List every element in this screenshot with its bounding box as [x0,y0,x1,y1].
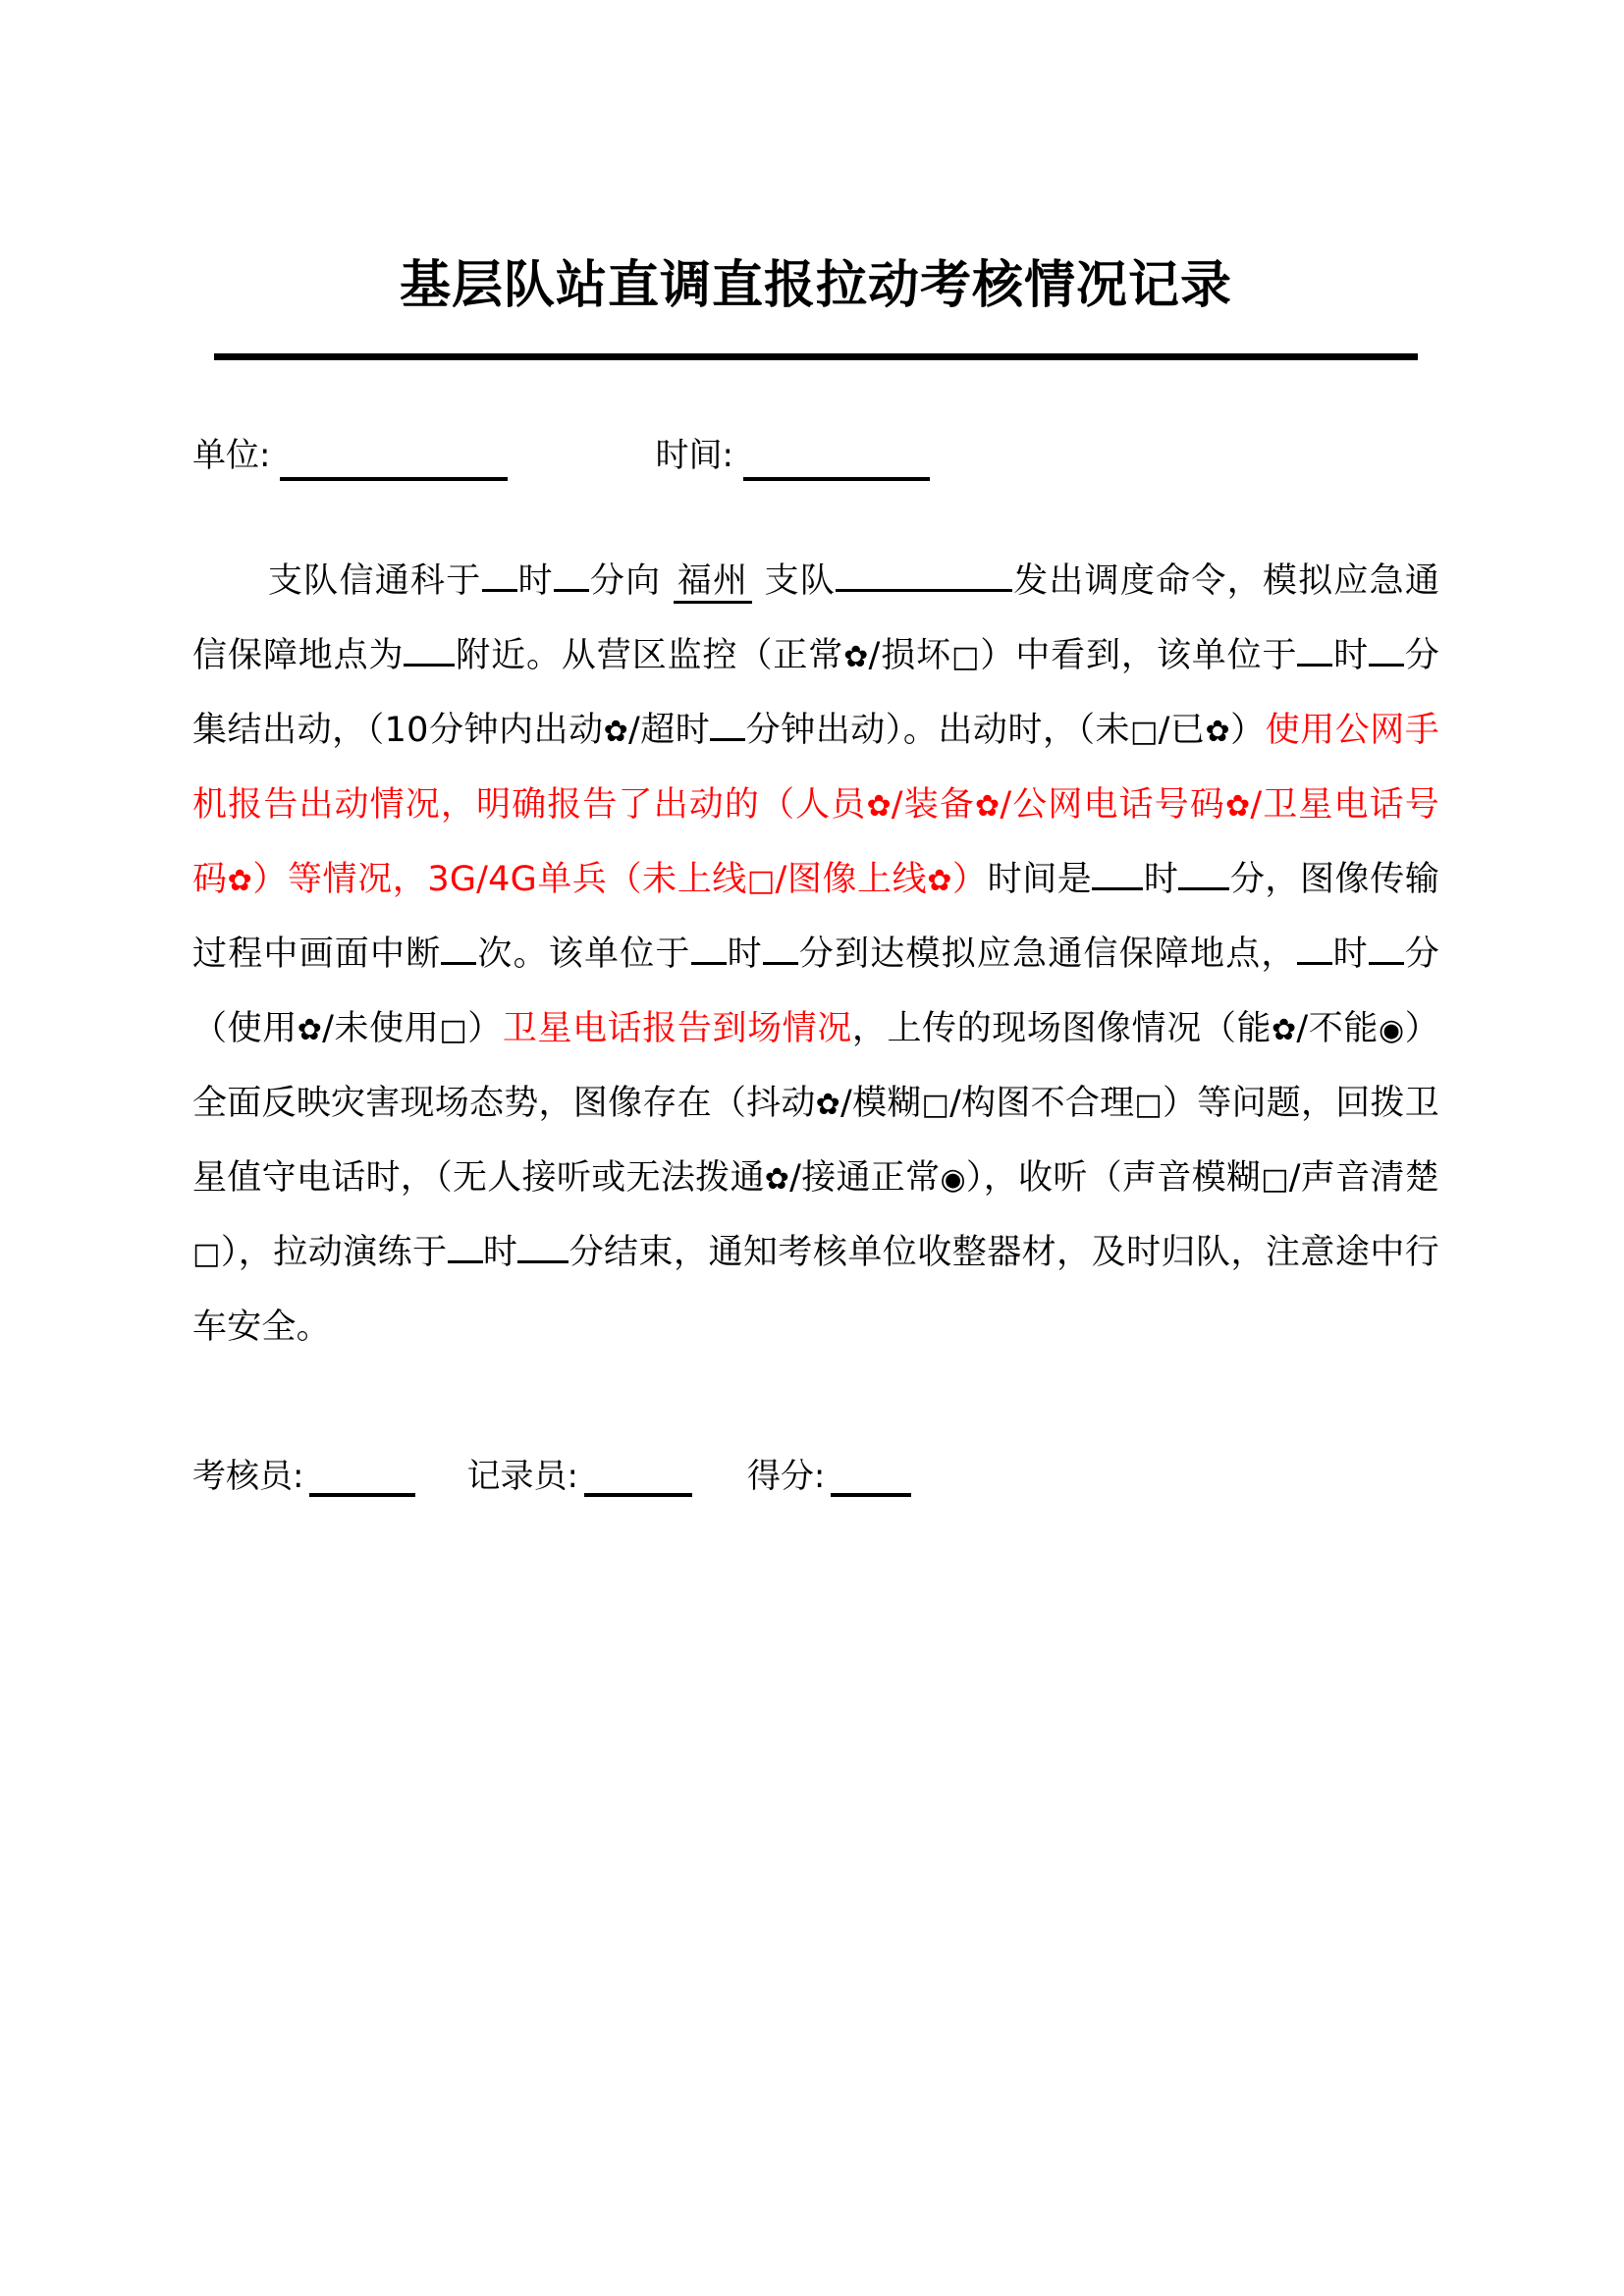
examiner-input[interactable] [309,1464,415,1497]
sun-mark-icon[interactable]: ✿ [764,1161,790,1197]
text-seg-31: /未使用 [322,1008,440,1048]
unit-label: 单位: [192,435,271,475]
checkbox-icon[interactable]: □ [921,1087,950,1122]
text-seg-36: ）全面反映灾害现场态势，图像存在（抖动 [192,1008,1439,1123]
text-seg-20-red: ）等情况，3G/4G单兵（未上线 [251,859,747,899]
text-seg-16-red: 使用公网手机报告出动情况，明确报告了出动的（人员 [192,710,1439,825]
sun-mark-icon[interactable]: ✿ [815,1087,840,1122]
text-seg-37: /模糊 [839,1083,922,1123]
text-seg-25: 分，图像传输过程中画面中断 [192,859,1440,974]
filled-dot-icon[interactable]: ◉ [1378,1012,1405,1047]
text-seg-06: 发出调度命令，模拟应急通信保障地点为 [192,561,1440,675]
blank-detachment-extra[interactable] [836,589,1012,592]
text-seg-03: 分向 [588,561,662,601]
unit-field [192,431,508,481]
text-seg-07: 附近。从营区监控（正常 [455,635,844,675]
time-label: 时间: [655,435,733,475]
checkbox-icon[interactable]: □ [192,1236,221,1271]
text-seg-38: /构图不合理 [949,1083,1135,1123]
blank-end-minute[interactable] [517,1260,568,1263]
checkbox-icon[interactable]: □ [1130,714,1159,749]
blank-online-minute[interactable] [1178,887,1229,890]
text-seg-43: ），拉动演练于 [220,1232,448,1272]
text-seg-13: 分钟出动）。出动时，（未 [745,710,1131,750]
text-seg-44: 时 [482,1232,518,1272]
text-seg-35: /不能 [1296,1008,1379,1048]
text-seg-27: 时 [726,934,763,974]
text-seg-33-red: 卫星电话报告到场情况 [502,1008,852,1048]
footer-row [192,1449,1439,1497]
sun-mark-icon[interactable]: ✿ [927,863,952,898]
text-seg-10: 时 [1332,635,1370,675]
text-seg-24: 时 [1143,859,1179,899]
text-seg-01: 支队信通科于 [267,561,482,601]
meta-row [192,431,1439,481]
checkbox-icon[interactable]: □ [1261,1161,1289,1197]
text-seg-08: /损坏 [868,635,952,675]
blank-arrive-hour[interactable] [691,962,727,965]
blank-assemble-minute[interactable] [1369,664,1404,667]
blank-report-minute[interactable] [1369,962,1404,965]
blank-support-location[interactable] [404,664,455,667]
text-seg-14: /已 [1158,710,1206,750]
blank-assemble-hour[interactable] [1297,664,1332,667]
sun-mark-icon[interactable]: ✿ [603,714,628,749]
text-seg-18-red: /公网电话号码 [1000,784,1225,825]
text-seg-41: ），收听（声音模糊 [965,1157,1262,1198]
text-seg-09: ）中看到，该单位于 [979,635,1298,675]
sun-mark-icon[interactable]: ✿ [1205,714,1230,749]
blank-interrupt-count[interactable] [441,962,476,965]
text-seg-26: 次。该单位于 [476,934,691,974]
text-seg-34: ，上传的现场图像情况（能 [851,1008,1272,1048]
text-seg-19-red: /卫星电话号码 [192,784,1439,899]
blank-report-hour[interactable] [1297,962,1332,965]
recorder-input[interactable] [584,1464,692,1497]
score-field [747,1449,911,1497]
text-seg-17-red: /装备 [891,784,975,825]
unit-input[interactable] [280,448,508,481]
score-input[interactable] [831,1464,911,1497]
checkbox-icon[interactable]: □ [439,1012,467,1047]
blank-arrive-minute[interactable] [763,962,798,965]
blank-online-hour[interactable] [1092,887,1143,890]
text-seg-23: 时间是 [987,859,1093,899]
recorder-field [466,1449,691,1497]
checkbox-icon[interactable]: □ [1134,1087,1163,1122]
text-seg-29: 时 [1331,934,1369,974]
text-seg-21-red: /图像上线 [775,859,928,899]
text-seg-22-red: ） [951,859,988,899]
blank-overtime-minutes[interactable] [710,738,745,741]
text-seg-28: 分到达模拟应急通信保障地点， [797,934,1297,974]
text-seg-45: 分结束，通知考核单位收整器材，及时归队，注意途中行车安全。 [192,1232,1439,1347]
time-field [655,431,929,481]
score-label: 得分: [746,1456,826,1496]
receiving-detachment-name[interactable]: 福州 [674,561,753,604]
sun-mark-icon[interactable]: ✿ [974,788,1001,824]
sun-mark-icon[interactable]: ✿ [1272,1012,1297,1047]
blank-dispatch-hour[interactable] [482,589,517,592]
blank-dispatch-minute[interactable] [554,589,589,592]
text-seg-42: /声音清楚 [1288,1157,1439,1198]
text-seg-02: 时 [516,561,554,601]
text-seg-32: ） [466,1008,503,1048]
text-seg-39: ）等问题，回拨卫星值守电话时，（无人接听或无法拨通 [192,1083,1439,1198]
sun-mark-icon[interactable]: ✿ [866,788,892,824]
text-seg-11: 分集结出动，（10分钟内出动 [192,635,1440,750]
sun-mark-icon[interactable]: ✿ [843,639,869,674]
time-input[interactable] [743,448,930,481]
page-title: 基层队站直调直报拉动考核情况记录 [399,256,1232,315]
filled-dot-icon[interactable]: ◉ [940,1161,966,1197]
examiner-label: 考核员: [192,1456,304,1496]
sun-mark-icon[interactable]: ✿ [1225,788,1251,824]
page-content [192,0,1439,1497]
text-seg-05: 支队 [764,561,837,601]
checkbox-icon[interactable]: □ [951,639,980,674]
text-seg-40: /接通正常 [789,1157,941,1198]
examiner-field [192,1449,415,1497]
checkbox-icon[interactable]: □ [746,863,776,898]
sun-mark-icon[interactable]: ✿ [227,863,252,898]
text-seg-12: /超时 [627,710,711,750]
recorder-label: 记录员: [466,1456,578,1496]
title-divider [214,353,1418,360]
sun-mark-icon[interactable]: ✿ [297,1012,323,1047]
blank-end-hour[interactable] [448,1260,483,1263]
text-seg-30: 分（使用 [192,934,1440,1048]
record-body-paragraph [192,544,1439,1364]
text-seg-15: ） [1229,710,1266,750]
